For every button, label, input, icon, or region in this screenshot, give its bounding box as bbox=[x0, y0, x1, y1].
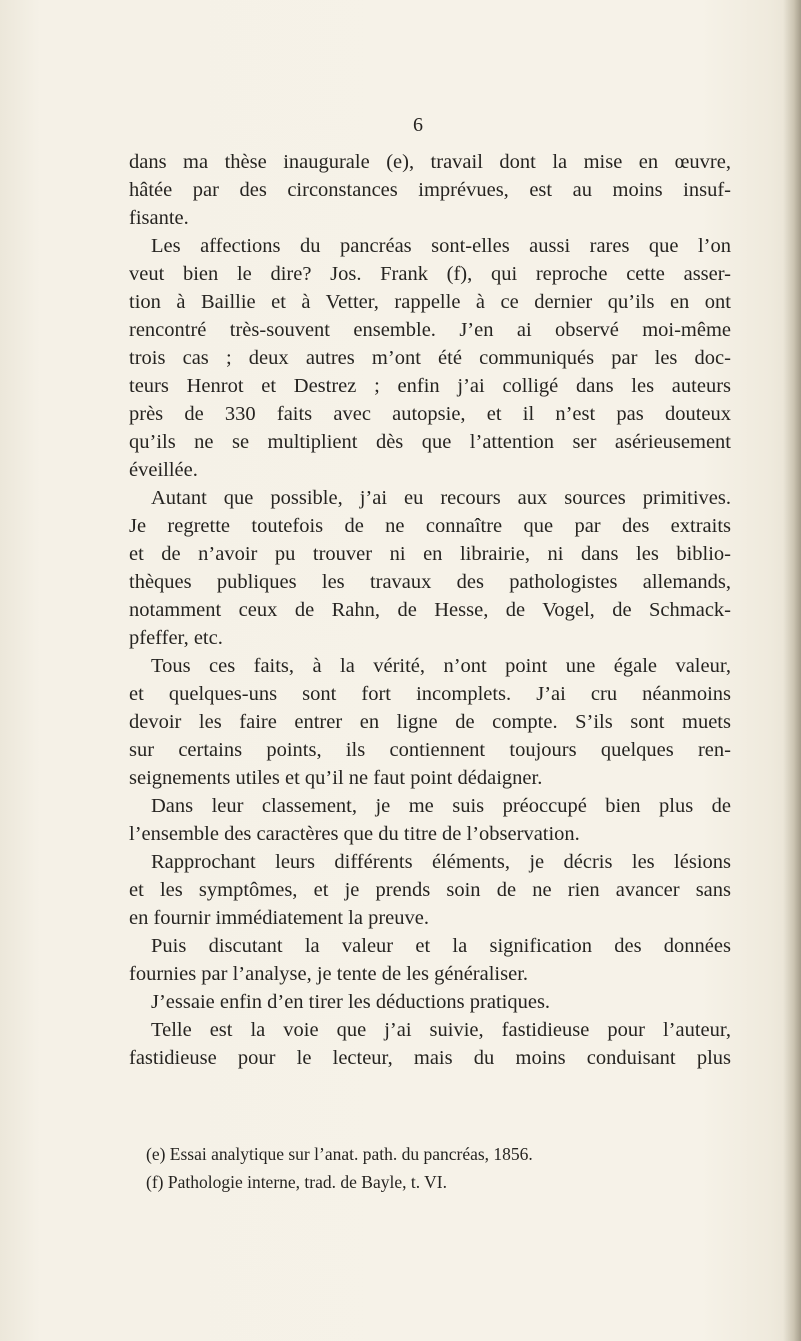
text-line: fournies par l’analyse, je tente de les généraliser. bbox=[129, 963, 529, 985]
text-line: Puis discutant la valeur et la signification des données bbox=[151, 935, 731, 957]
text-line: Dans leur classement, je me suis préoccupé bien plus de bbox=[151, 795, 731, 817]
text-line: et quelques-uns sont fort incomplets. J’ai cru néanmoins bbox=[129, 683, 731, 705]
text-line: l’ensemble des caractères que du titre de l’observation. bbox=[129, 823, 580, 845]
text-line: Rapprochant leurs différents éléments, je décris les lésions bbox=[151, 851, 731, 873]
text-line: seignements utiles et qu’il ne faut point dédaigner. bbox=[129, 767, 543, 789]
text-line: fastidieuse pour le lecteur, mais du moins conduisant plus bbox=[129, 1047, 731, 1069]
text-line: et les symptômes, et je prends soin de ne rien avancer sans bbox=[129, 879, 731, 901]
text-line: fisante. bbox=[129, 207, 189, 229]
text-line: J’essaie enfin d’en tirer les déductions pratiques. bbox=[151, 991, 551, 1013]
page-number: 6 bbox=[413, 114, 424, 136]
text-line: sur certains points, ils contiennent toujours quelques ren- bbox=[129, 739, 731, 761]
text-line: Tous ces faits, à la vérité, n’ont point une égale valeur, bbox=[151, 655, 731, 677]
text-line: hâtée par des circonstances imprévues, est au moins insuf- bbox=[129, 179, 731, 201]
text-line: éveillée. bbox=[129, 459, 198, 481]
footnotes bbox=[146, 1140, 731, 1196]
text-line: qu’ils ne se multiplient dès que l’attention ser asérieusement bbox=[129, 431, 731, 453]
footnote: (f) Pathologie interne, trad. de Bayle, t. VI. bbox=[146, 1172, 447, 1192]
text-line: et de n’avoir pu trouver ni en librairie, ni dans les biblio- bbox=[129, 543, 731, 565]
text-line: dans ma thèse inaugurale (e), travail dont la mise en œuvre, bbox=[129, 151, 731, 173]
text-line: notamment ceux de Rahn, de Hesse, de Vogel, de Schmack- bbox=[129, 599, 731, 621]
text-line: Je regrette toutefois de ne connaître que par des extraits bbox=[129, 515, 731, 537]
text-line: teurs Henrot et Destrez ; enfin j’ai colligé dans les auteurs bbox=[129, 375, 731, 397]
text-line: veut bien le dire? Jos. Frank (f), qui reproche cette asser- bbox=[129, 263, 731, 285]
text-line: Les affections du pancréas sont-elles aussi rares que l’on bbox=[151, 235, 731, 257]
text-line: tion à Baillie et à Vetter, rappelle à ce dernier qu’ils en ont bbox=[129, 291, 731, 313]
footnote: (e) Essai analytique sur l’anat. path. du pancréas, 1856. bbox=[146, 1144, 533, 1164]
text-line: rencontré très-souvent ensemble. J’en ai observé moi-même bbox=[129, 319, 731, 341]
page-spine-shadow bbox=[783, 0, 801, 1341]
text-line: thèques publiques les travaux des pathologistes allemands, bbox=[129, 571, 731, 593]
text-line: pfeffer, etc. bbox=[129, 627, 223, 649]
text-line: près de 330 faits avec autopsie, et il n’est pas douteux bbox=[129, 403, 731, 425]
text-line: en fournir immédiatement la preuve. bbox=[129, 907, 429, 929]
text-line: Autant que possible, j’ai eu recours aux sources primitives. bbox=[151, 487, 731, 509]
text-line: Telle est la voie que j’ai suivie, fastidieuse pour l’auteur, bbox=[151, 1019, 731, 1041]
text-line: trois cas ; deux autres m’ont été communiqués par les doc- bbox=[129, 347, 731, 369]
text-line: devoir les faire entrer en ligne de compte. S’ils sont muets bbox=[129, 711, 731, 733]
body-text bbox=[129, 148, 731, 1072]
